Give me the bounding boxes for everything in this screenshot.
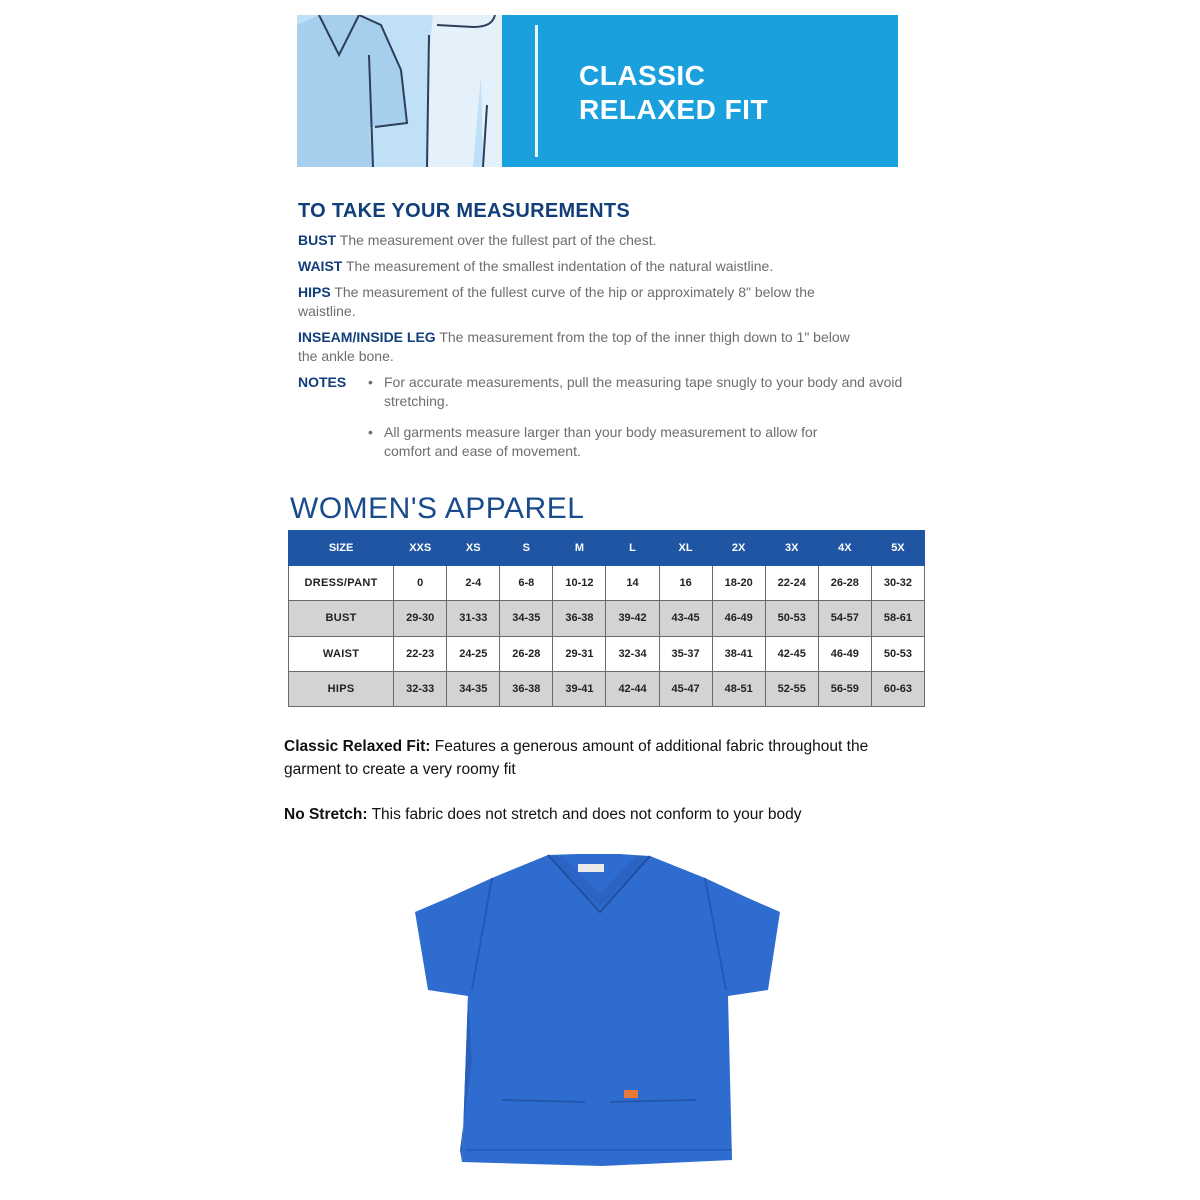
- size-header-cell: M: [553, 531, 606, 566]
- measurement-cell: 39-42: [606, 601, 659, 636]
- measurement-cell: 16: [659, 566, 712, 601]
- size-header-cell: L: [606, 531, 659, 566]
- blue-scrub-top-icon: [410, 850, 790, 1175]
- measurement-cell: 22-23: [394, 636, 447, 671]
- measurement-cell: 32-33: [394, 671, 447, 706]
- measurement-cell: 30-32: [871, 566, 924, 601]
- measurement-cell: 38-41: [712, 636, 765, 671]
- size-table-row: [289, 671, 925, 706]
- fit-descriptions: [284, 735, 924, 826]
- measurement-cell: 58-61: [871, 601, 924, 636]
- banner-title-line-2: RELAXED FIT: [579, 94, 769, 125]
- measurement-cell: 22-24: [765, 566, 818, 601]
- measurement-cell: 2-4: [447, 566, 500, 601]
- measurement-cell: 26-28: [818, 566, 871, 601]
- note-item: [298, 423, 854, 461]
- size-column-header: SIZE: [289, 531, 394, 566]
- stretch-description: [284, 803, 924, 826]
- stretch-label: No Stretch:: [284, 806, 368, 823]
- measurement-cell: 34-35: [500, 601, 553, 636]
- inseam-text: The measurement from the top of the inner thigh down to 1" below the ankle bone.: [298, 329, 850, 364]
- banner-divider: [535, 25, 538, 157]
- measurement-heading: TO TAKE YOUR MEASUREMENTS: [298, 200, 630, 222]
- measurement-cell: 18-20: [712, 566, 765, 601]
- measurement-cell: 31-33: [447, 601, 500, 636]
- measurement-cell: 56-59: [818, 671, 871, 706]
- measurement-cell: 0: [394, 566, 447, 601]
- apparel-title: WOMEN'S APPAREL: [290, 492, 585, 525]
- hips-term: HIPS: [298, 284, 331, 300]
- measurement-cell: 45-47: [659, 671, 712, 706]
- fit-text: Features a generous amount of additional fabric throughout the garment to create a very roomy fit: [284, 738, 869, 778]
- measurement-cell: 14: [606, 566, 659, 601]
- waist-term: WAIST: [298, 258, 343, 274]
- size-header-cell: XS: [447, 531, 500, 566]
- waist-text: The measurement of the smallest indentation of the natural waistline.: [345, 258, 774, 274]
- bust-guide: [298, 231, 918, 250]
- measurement-cell: 32-34: [606, 636, 659, 671]
- measurement-cell: 36-38: [553, 601, 606, 636]
- hips-text: The measurement of the fullest curve of the hip or approximately 8" below the waistline.: [298, 284, 815, 319]
- size-header-row: [289, 531, 925, 566]
- measurement-cell: 6-8: [500, 566, 553, 601]
- note-item: [298, 373, 918, 411]
- bust-term: BUST: [298, 232, 337, 248]
- measurement-cell: 42-45: [765, 636, 818, 671]
- row-label-cell: BUST: [289, 601, 394, 636]
- measurement-guide: [298, 200, 918, 473]
- note-text: For accurate measurements, pull the measuring tape snugly to your body and avoid stretching.: [384, 374, 903, 409]
- notes-label: NOTES: [298, 374, 347, 390]
- size-table-row: [289, 636, 925, 671]
- size-table-row: [289, 601, 925, 636]
- measurement-cell: 35-37: [659, 636, 712, 671]
- banner-title-line-1: CLASSIC: [579, 60, 706, 91]
- inseam-guide: [298, 328, 853, 366]
- measurement-cell: 29-30: [394, 601, 447, 636]
- hips-guide: [298, 283, 843, 321]
- measurement-cell: 46-49: [712, 601, 765, 636]
- note-text: All garments measure larger than your body measurement to allow for comfort and ease of movement.: [384, 424, 818, 459]
- bullet-icon: •: [368, 424, 373, 440]
- stretch-text: This fabric does not stretch and does not conform to your body: [367, 806, 802, 823]
- banner-title: [579, 59, 768, 127]
- measurement-cell: 26-28: [500, 636, 553, 671]
- fit-banner: [297, 15, 898, 167]
- fit-label: Classic Relaxed Fit:: [284, 738, 431, 755]
- measurement-cell: 60-63: [871, 671, 924, 706]
- inseam-term: INSEAM/INSIDE LEG: [298, 329, 436, 345]
- measurement-cell: 54-57: [818, 601, 871, 636]
- row-label-cell: HIPS: [289, 671, 394, 706]
- waist-guide: [298, 257, 918, 276]
- notes-section: [298, 373, 918, 461]
- size-header-cell: 2X: [712, 531, 765, 566]
- size-chart-table: [288, 530, 925, 707]
- measurement-cell: 24-25: [447, 636, 500, 671]
- size-header-cell: XXS: [394, 531, 447, 566]
- measurement-cell: 50-53: [765, 601, 818, 636]
- row-label-cell: DRESS/PANT: [289, 566, 394, 601]
- measurement-cell: 36-38: [500, 671, 553, 706]
- size-header-cell: 3X: [765, 531, 818, 566]
- measurement-cell: 48-51: [712, 671, 765, 706]
- row-label-cell: WAIST: [289, 636, 394, 671]
- size-header-cell: 5X: [871, 531, 924, 566]
- measurement-cell: 39-41: [553, 671, 606, 706]
- measurement-cell: 10-12: [553, 566, 606, 601]
- size-header-cell: 4X: [818, 531, 871, 566]
- scrub-top-and-pant-outline-icon: [297, 15, 502, 167]
- measurement-cell: 46-49: [818, 636, 871, 671]
- measurement-cell: 52-55: [765, 671, 818, 706]
- bust-text: The measurement over the fullest part of the chest.: [339, 232, 657, 248]
- bullet-icon: •: [368, 374, 373, 390]
- size-header-cell: XL: [659, 531, 712, 566]
- banner-title-panel: [502, 15, 898, 167]
- size-header-cell: S: [500, 531, 553, 566]
- measurement-cell: 34-35: [447, 671, 500, 706]
- measurement-cell: 29-31: [553, 636, 606, 671]
- measurement-cell: 50-53: [871, 636, 924, 671]
- size-table-row: [289, 566, 925, 601]
- fit-description: [284, 735, 924, 781]
- measurement-cell: 43-45: [659, 601, 712, 636]
- measurement-cell: 42-44: [606, 671, 659, 706]
